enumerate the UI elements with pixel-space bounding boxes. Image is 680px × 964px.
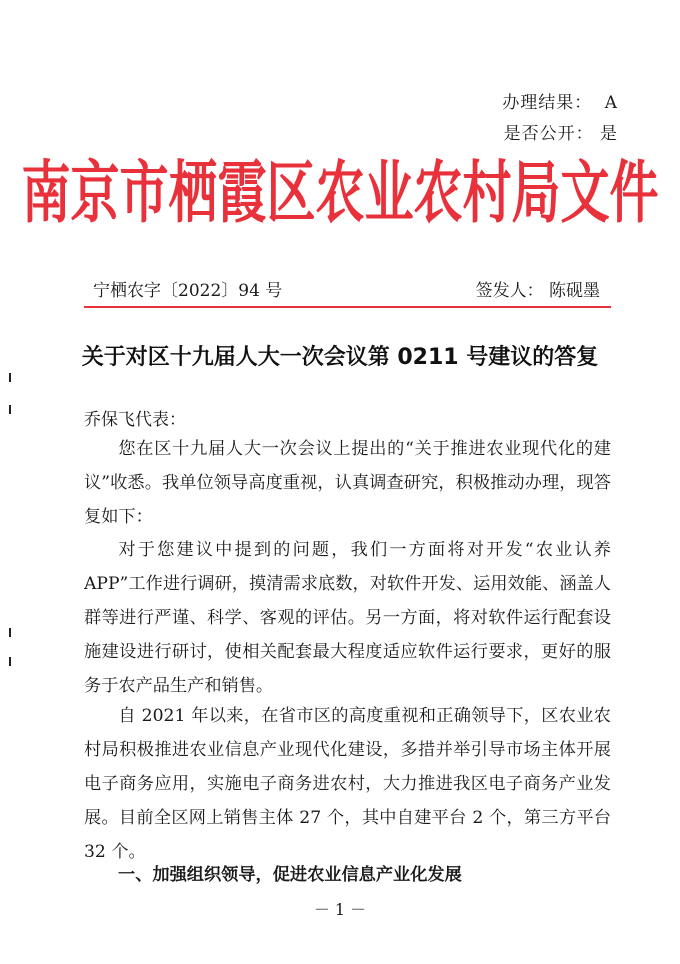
body-paragraph: 您在区十九届人大一次会议上提出的“关于推进农业现代化的建议”收悉。我单位领导高度重视，认真调查研究，积极推动办理，现答复如下： bbox=[84, 439, 611, 527]
body-paragraph: 自 2021 年以来，在省市区的高度重视和正确领导下，区农业农村局积极推进农业信息产业现代化建设，多措并举引导市场主体开展电子商务应用，实施电子商务进农村，大力推进我区电子商务产业发展。目前全区网上销售主体 27 个，其中自建平台 2 个，第三方平台 32 个。 bbox=[84, 706, 611, 862]
margin-tick-mark bbox=[9, 405, 11, 414]
handling-result-value: A bbox=[604, 93, 618, 113]
document-subject: 关于对区十九届人大一次会议第 0211 号建议的答复 bbox=[81, 345, 599, 370]
public-status-label: 是否公开： bbox=[503, 124, 594, 144]
public-status-value: 是 bbox=[600, 124, 618, 144]
document-number: 宁栖农字〔2022〕94 号 bbox=[93, 281, 283, 301]
signer-label: 签发人： bbox=[475, 281, 544, 301]
margin-tick-mark bbox=[9, 628, 11, 637]
body-paragraph: 对于您建议中提到的问题，我们一方面将对开发“农业认养APP”工作进行调研，摸清需求底数，对软件开发、运用效能、涵盖人群等进行严谨、科学、客观的评估。另一方面，将对软件运行配套设施建设进行研讨，使相关配套最大程度适应软件运行要求，更好的服务于农产品生产和销售。 bbox=[84, 540, 611, 696]
signer-line bbox=[476, 276, 600, 301]
document-head-title: 南京市栖霞区农业农村局文件 bbox=[21, 153, 659, 233]
handling-result-label: 办理结果： bbox=[502, 93, 593, 113]
section-heading: 一、加强组织领导，促进农业信息产业化发展 bbox=[118, 865, 462, 885]
handling-result-line bbox=[502, 88, 618, 113]
margin-tick-mark bbox=[9, 657, 11, 666]
signer-name: 陈砚墨 bbox=[549, 281, 600, 301]
salutation: 乔保飞代表： bbox=[84, 410, 186, 430]
page-number: － 1 － bbox=[313, 900, 367, 919]
red-separator-rule bbox=[84, 306, 611, 308]
margin-tick-mark bbox=[9, 373, 11, 382]
